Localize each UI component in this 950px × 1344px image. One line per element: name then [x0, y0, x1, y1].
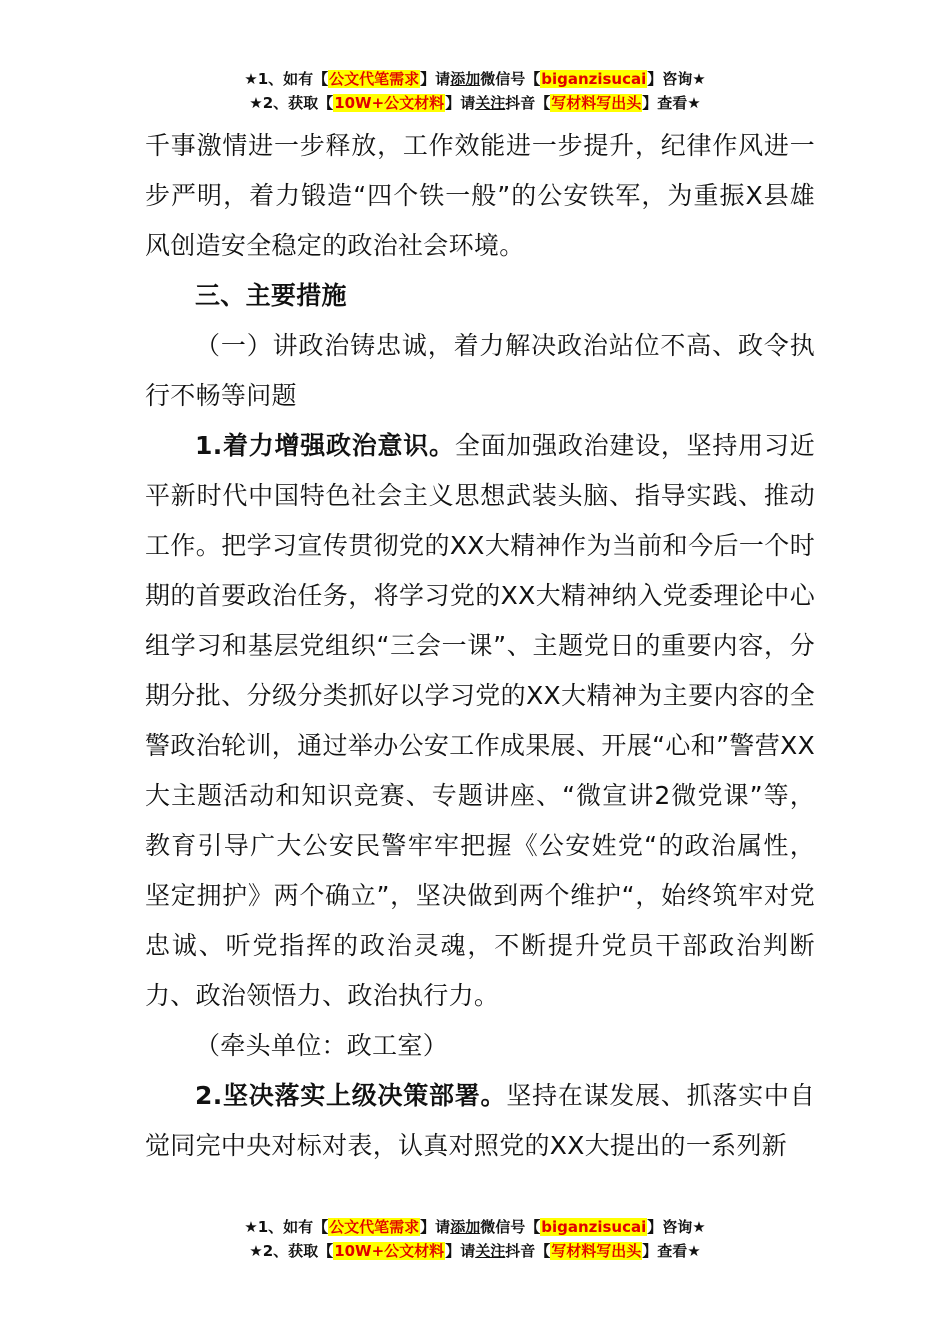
paragraph-body: 坚持在谋发展、抓落实中自觉同完中央对标对表，认真对照党的XX大提出的一系列新: [145, 1081, 815, 1160]
highlight-materials: 10W+公文材料: [334, 94, 445, 112]
banner-underlined-text: 关注: [475, 1242, 506, 1260]
banner-text: 】咨询★: [647, 70, 706, 88]
banner-text: 】咨询★: [647, 1218, 706, 1236]
banner-text: ★2、获取【: [249, 1242, 334, 1260]
highlight-materials: 10W+公文材料: [334, 1242, 445, 1260]
document-body: [145, 121, 815, 1171]
banner-line-2: [0, 1239, 950, 1263]
banner-underlined-text: 添加: [450, 70, 481, 88]
banner-text: 】查看★: [642, 94, 701, 112]
banner-underlined-text: 添加: [450, 1218, 481, 1236]
banner-text: ★1、如有【: [244, 1218, 329, 1236]
banner-text: 抖音【: [505, 1242, 551, 1260]
paragraph-lead: 1.着力增强政治意识。: [195, 431, 455, 460]
section-heading: 三、主要措施: [195, 281, 347, 310]
highlight-douyin: 写材料写出头: [551, 1242, 642, 1260]
banner-text: 微信号【: [480, 1218, 541, 1236]
banner-text: 】请: [420, 1218, 451, 1236]
banner-underlined-text: 关注: [475, 94, 506, 112]
intro-paragraph: 千事激情进一步释放，工作效能进一步提升，纪律作风进一步严明，着力锻造“四个铁一般”的公安铁军，为重振X县雄风创造安全稳定的政治社会环境。: [145, 131, 815, 260]
header-banner: [0, 67, 950, 115]
banner-line-2: [0, 91, 950, 115]
paragraph-lead: 2.坚决落实上级决策部署。: [195, 1081, 507, 1110]
measure-paragraph-1: [145, 421, 815, 1021]
banner-text: 】请: [445, 94, 476, 112]
banner-text: ★1、如有【: [244, 70, 329, 88]
banner-text: 微信号【: [480, 70, 541, 88]
banner-text: ★2、获取【: [249, 94, 334, 112]
highlight-wechat-id: biganzisucai: [541, 70, 647, 88]
highlight-service: 公文代笔需求: [329, 70, 420, 88]
banner-line-1: [0, 67, 950, 91]
banner-text: 抖音【: [505, 94, 551, 112]
highlight-wechat-id: biganzisucai: [541, 1218, 647, 1236]
banner-text: 】查看★: [642, 1242, 701, 1260]
subsection-heading: （一）讲政治铸忠诚，着力解决政治站位不高、政令执行不畅等问题: [145, 331, 815, 410]
measure-paragraph-2: [145, 1071, 815, 1171]
paragraph-body: 全面加强政治建设，坚持用习近平新时代中国特色社会主义思想武装头脑、指导实践、推动工作。把学习宣传贯彻党的XX大精神作为当前和今后一个时期的首要政治任务，将学习党的XX大精神纳入党委理论中心组学习和基层党组织“三会一课”、主题党日的重要内容，分期分批、分级分类抓好以学习党的XX大精神为主要内容的全警政治轮训，通过举办公安工作成果展、开展“心和”警营XX大主题活动和知识竞赛、专题讲座、“微宣讲2微党课”等，教育引导广大公安民警牢牢把握《公安姓党“的政治属性，坚定拥护》两个确立”，坚决做到两个维护“，始终筑牢对党忠诚、听党指挥的政治灵魂，不断提升党员干部政治判断力、政治领悟力、政治执行力。: [145, 431, 816, 1010]
lead-unit-note: （牵头单位：政工室）: [195, 1031, 449, 1060]
highlight-service: 公文代笔需求: [329, 1218, 420, 1236]
highlight-douyin: 写材料写出头: [551, 94, 642, 112]
footer-banner: [0, 1215, 950, 1263]
banner-text: 】请: [445, 1242, 476, 1260]
banner-line-1: [0, 1215, 950, 1239]
banner-text: 】请: [420, 70, 451, 88]
